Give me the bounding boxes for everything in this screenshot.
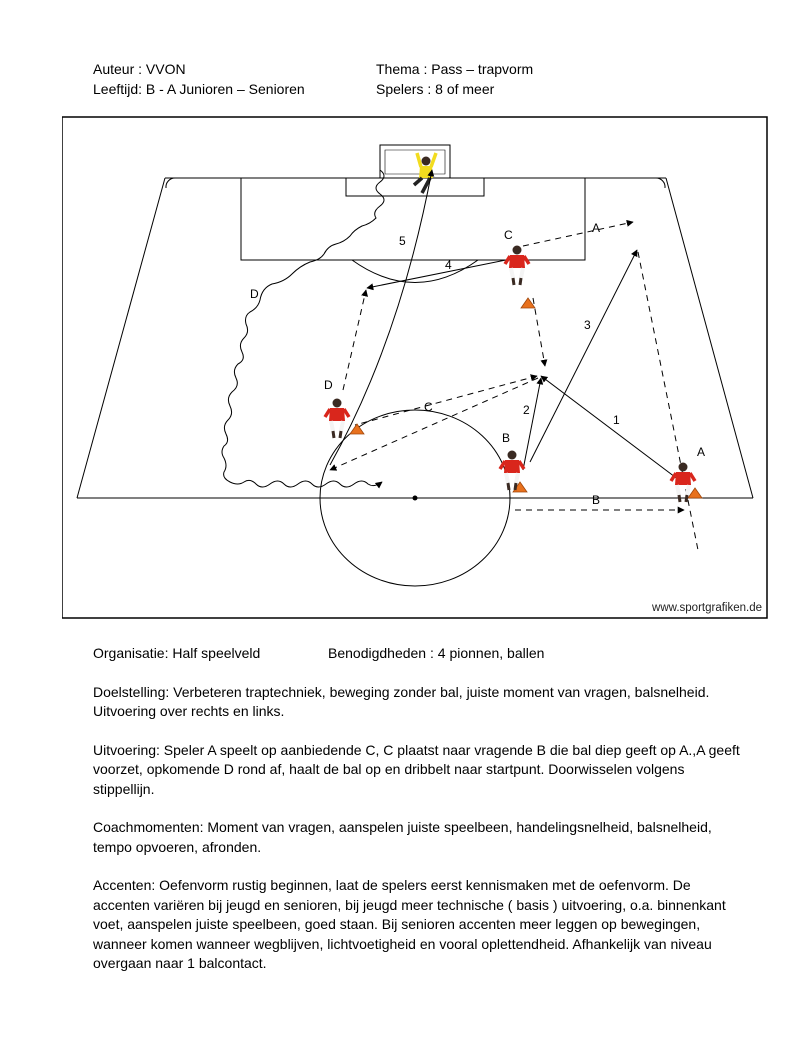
spelers-line: Spelers : 8 of meer bbox=[376, 81, 495, 97]
leeftijd-line: Leeftijd: B - A Junioren – Senioren bbox=[93, 81, 305, 97]
benodigdheden: Benodigdheden : 4 pionnen, ballen bbox=[328, 645, 545, 661]
watermark: www.sportgrafiken.de bbox=[652, 602, 762, 614]
uitvoering: Uitvoering: Speler A speelt op aanbiedende C, C plaatst naar vragende B die bal diep geeft op A.,A geeft voorzet, opkomende D rond af, haalt de bal op en dribbelt naar startpunt. Doorwisselen volgens stippellijn. bbox=[93, 741, 740, 797]
label-player-b: B bbox=[502, 431, 511, 445]
coachmomenten: Coachmomenten: Moment van vragen, aanspelen juiste speelbeen, handelingsnelheid, balsnelheid, tempo opvoeren, afronden. bbox=[93, 819, 712, 855]
label-route-a: A bbox=[592, 221, 601, 235]
auteur-line: Auteur : VVON bbox=[93, 61, 186, 77]
label-step-5: 5 bbox=[399, 234, 406, 248]
header-right bbox=[376, 59, 533, 99]
organisatie: Organisatie: Half speelveld bbox=[93, 645, 261, 661]
label-player-a: A bbox=[697, 445, 706, 459]
exercise-description bbox=[93, 644, 743, 993]
label-step-4: 4 bbox=[445, 258, 452, 272]
label-step-2: 2 bbox=[523, 403, 530, 417]
label-route-c: C bbox=[424, 400, 433, 414]
header-left bbox=[93, 59, 305, 99]
exercise-diagram bbox=[62, 116, 768, 619]
label-player-c: C bbox=[504, 228, 513, 242]
organisatie-row bbox=[93, 644, 743, 664]
thema-line: Thema : Pass – trapvorm bbox=[376, 61, 534, 77]
doelstelling: Doelstelling: Verbeteren traptechniek, beweging zonder bal, juiste moment van vragen, balsnelheid. Uitvoering over rechts en links. bbox=[93, 683, 710, 719]
label-route-b: B bbox=[592, 493, 601, 507]
label-step-3: 3 bbox=[584, 318, 591, 332]
center-spot bbox=[413, 496, 418, 501]
label-player-d: D bbox=[324, 378, 333, 392]
accenten: Accenten: Oefenvorm rustig beginnen, laat de spelers eerst kennismaken met de oefenvorm. De accenten variëren bij jeugd en senioren, bij jeugd meer technische ( basis ) uitvoering, o.a. binnenkant voet, aanspelen juiste speelbeen, goed staan. Bij senioren accenten meer leggen op bewegingen, wanneer komen wanneer wegblijven, lichtvoetigheid en vooral oplettendheid. Afhankelijk van niveau overgaan naar 1 balcontact. bbox=[93, 877, 726, 971]
diagram-frame bbox=[62, 117, 767, 618]
label-step-1: 1 bbox=[613, 413, 620, 427]
label-route-d: D bbox=[250, 287, 259, 301]
